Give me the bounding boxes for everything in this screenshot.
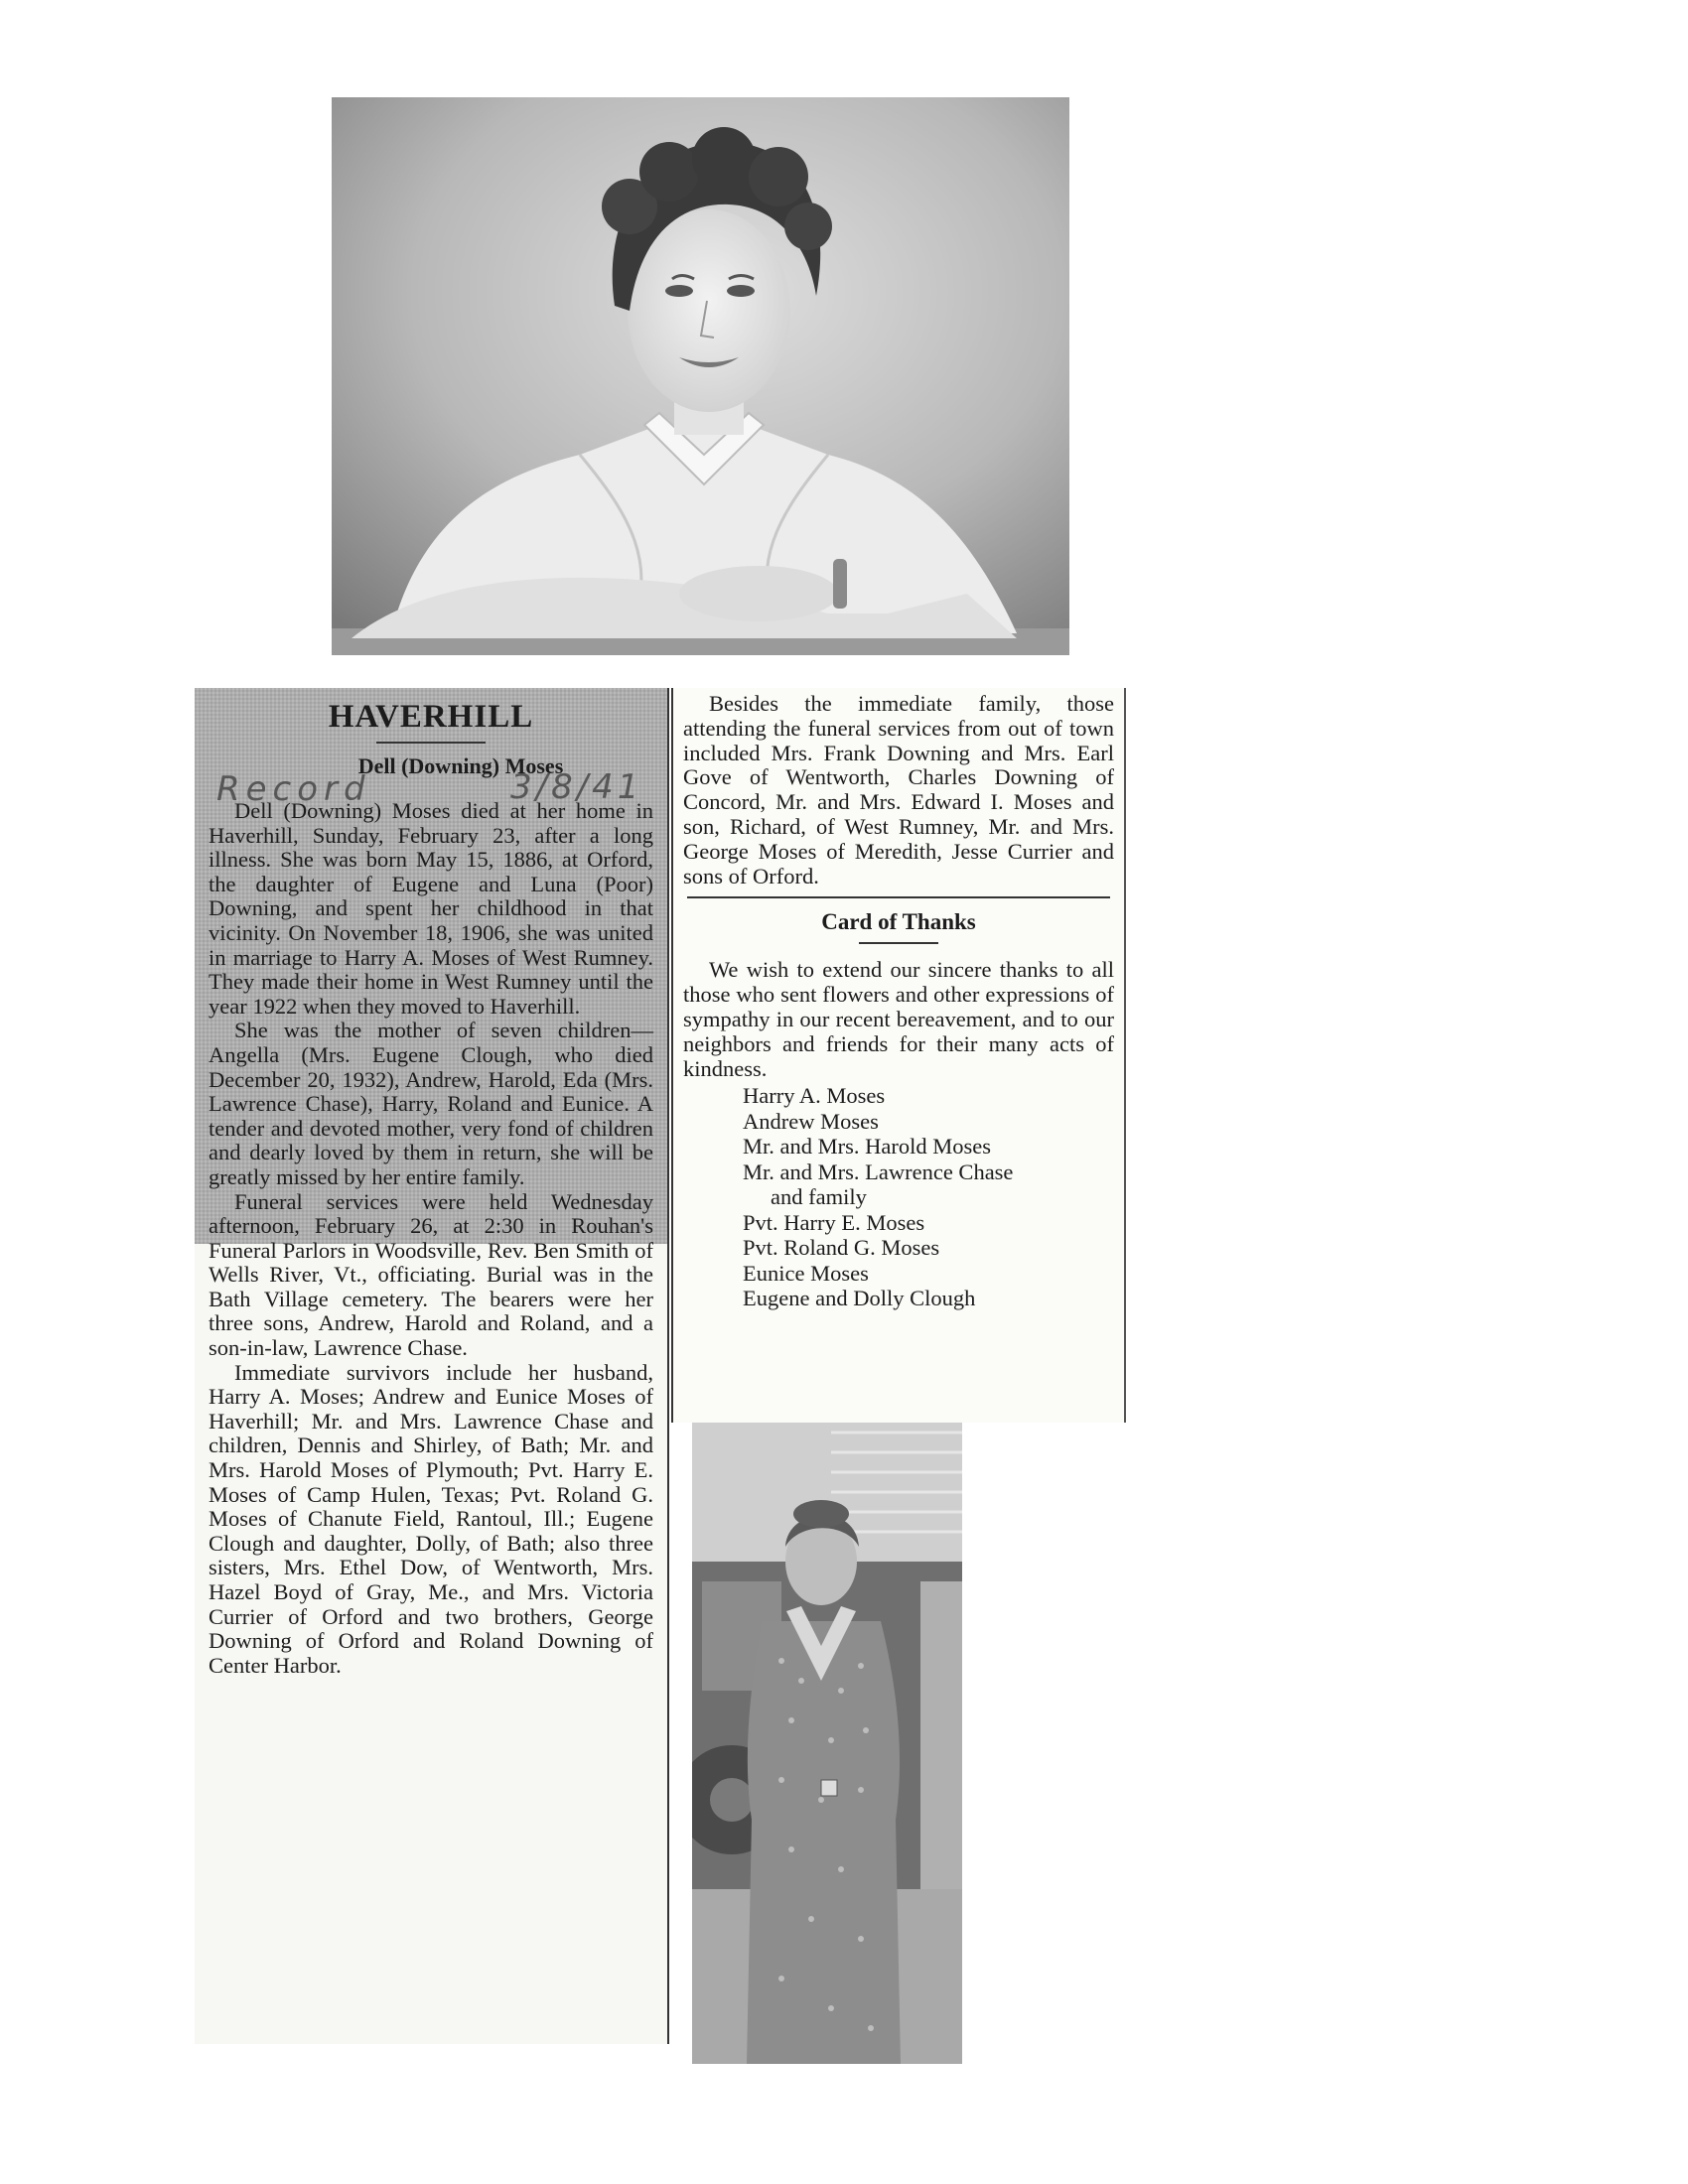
signer: Pvt. Harry E. Moses	[743, 1209, 925, 1235]
photo-woman-by-car	[692, 1423, 962, 2064]
card-of-thanks-text: We wish to extend our sincere thanks to all those who sent flowers and other expressions of sympathy in our recent bereavement, and to our neighbors and friends for their many acts of kindness.	[683, 957, 1114, 1081]
masthead-rule	[376, 742, 486, 744]
signer: Mr. and Mrs. Lawrence Chase	[743, 1159, 1014, 1184]
obituary-paragraph: Funeral services were held Wednesday afternoon, February 26, at 2:30 in Rouhan's Funeral Parlors in Woodsville, Rev. Ben Smith of Wells River, Vt., officiating. Burial was in the Bath Village cemetery. The bearers were her three sons, Andrew, Harold and Roland, and a son-in-law, Lawrence Chase.	[209, 1188, 653, 1361]
card-of-thanks-title: Card of Thanks	[821, 909, 976, 935]
portrait-photo-young-woman	[332, 97, 1069, 655]
signer: Eugene and Dolly Clough	[743, 1286, 976, 1311]
obituary-paragraph: Dell (Downing) Moses died at her home in Haverhill, Sunday, February 23, after a long illness. She was born May 15, 1886, at Orford, the daughter of Eugene and Luna (Poor) Downing, and spent her childhood in that vicinity. On November 18, 1906, she was united in marriage to Harry A. Moses of West Rumney. They made their home in West Rumney until the year 1922 when they moved to Haverhill.	[209, 798, 653, 1019]
section-rule	[687, 896, 1110, 898]
signer: and family	[771, 1184, 867, 1210]
signer: Mr. and Mrs. Harold Moses	[743, 1134, 991, 1160]
masthead: HAVERHILL	[328, 699, 534, 735]
obituary-headline: Dell (Downing) Moses	[357, 753, 564, 778]
handwritten-date: 3/8/41	[510, 767, 643, 807]
attending-paragraph: Besides the immediate family, those attending the funeral services from out of town included Mrs. Frank Downing and Mrs. Earl Gove of Wentworth, Charles Downing of Concord, Mr. and Mrs. Edward I. Moses and son, Richard, of West Rumney, Mr. and Mrs. George Moses of Meredith, Jesse Currier and sons of Orford.	[683, 691, 1114, 888]
signer: Pvt. Roland G. Moses	[743, 1235, 940, 1261]
handwritten-source: Record	[216, 769, 371, 809]
signers-list	[743, 1083, 1114, 1311]
signer: Andrew Moses	[743, 1108, 879, 1134]
obituary-paragraph: Immediate survivors include her husband, Harry A. Moses; Andrew and Eunice Moses of Haverhill; Mr. and Mrs. Lawrence Chase and children, Dennis and Shirley, of Bath; Mr. and Mrs. Harold Moses of Plymouth; Pvt. Harry E. Moses of Camp Hulen, Texas; Pvt. Roland G. Moses of Chanute Field, Rantoul, Ill.; Eugene Clough and daughter, Dolly, of Bath; also three sisters, Mrs. Ethel Dow, of Wentworth, Mrs. Hazel Boyd of Gray, Me., and Mrs. Victoria Currier of Orford and two brothers, George Downing of Orford and Roland Downing of Center Harbor.	[209, 1359, 653, 1678]
obituary-clipping	[195, 688, 669, 2044]
card-of-thanks-rule	[859, 942, 938, 944]
obituary-paragraph: She was the mother of seven children—Angella (Mrs. Eugene Clough, who died December 20, 1932), Andrew, Harold, Eda (Mrs. Lawrence Chase), Harry, Roland and Eunice. A tender and devoted mother, very fond of children and dearly loved by them in return, she will be greatly missed by her entire family.	[209, 1018, 653, 1189]
signer: Eunice Moses	[743, 1260, 869, 1286]
signer: Harry A. Moses	[743, 1083, 886, 1109]
attendance-and-thanks-clipping	[671, 688, 1126, 1423]
